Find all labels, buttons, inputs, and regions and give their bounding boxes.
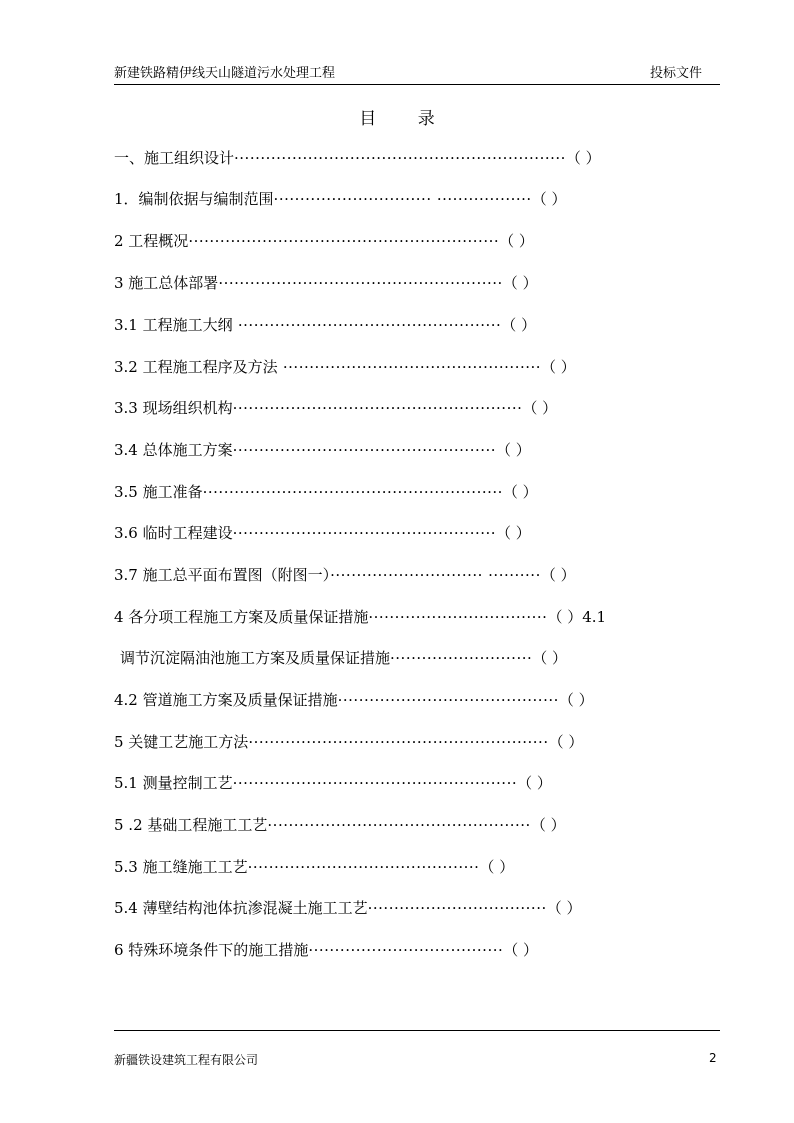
- header-document-type: 投标文件: [649, 66, 702, 81]
- toc-entry-leader-dots: ··················································: [232, 316, 502, 334]
- toc-entry: [114, 607, 606, 627]
- toc-entry-label: 5.1 测量控制工艺: [114, 774, 233, 792]
- toc-entry: [114, 690, 594, 710]
- toc-entry-label: 5 关键工艺施工方法: [114, 733, 249, 751]
- toc-entry-leader-dots: ··················································: [232, 524, 497, 542]
- toc-entry: [114, 315, 536, 335]
- toc-entry-page: （ ）4.1: [547, 608, 607, 626]
- toc-entry-leader-dots: ··········································: [337, 691, 559, 709]
- toc-entry-label: 3.7 施工总平面布置图（附图一）: [114, 566, 331, 584]
- toc-entry-leader-dots: ··················································: [232, 441, 497, 459]
- toc-entry-page: （ ）: [496, 441, 531, 459]
- toc-entry-label: 3.3 现场组织机构: [114, 399, 233, 417]
- toc-entry-label: 6 特殊环境条件下的施工措施: [114, 941, 309, 959]
- toc-title: 目 录: [359, 109, 453, 129]
- toc-entry: [114, 815, 566, 835]
- toc-entry: [114, 357, 576, 377]
- toc-entry-leader-dots: ·····································: [308, 941, 504, 959]
- toc-entry-page: （ ）: [541, 358, 576, 376]
- toc-entry: [114, 773, 552, 793]
- toc-entry-page: （ ）: [540, 566, 576, 584]
- toc-entry-label: 5.3 施工缝施工工艺: [114, 858, 248, 876]
- toc-entry-label: 3.2 工程施工程序及方法: [114, 358, 278, 376]
- toc-entry-page: （ ）: [546, 899, 582, 917]
- toc-entry-label: 4.2 管道施工方案及质量保证措施: [114, 691, 338, 709]
- toc-entry-leader-dots: ·······························································: [234, 149, 566, 167]
- toc-entry-label: 3 施工总体部署: [114, 274, 219, 292]
- toc-entry: [114, 565, 576, 585]
- toc-entry-leader-dots: ······························ ··················: [273, 190, 532, 208]
- toc-entry-page: （ ）: [517, 774, 552, 792]
- toc-entry-page: （ ）: [522, 399, 558, 417]
- toc-entry-page: （ ）: [532, 649, 568, 667]
- toc-entry-leader-dots: ···························································: [188, 232, 500, 250]
- toc-entry: [114, 148, 601, 168]
- footer-page-number: 2: [709, 1051, 717, 1065]
- header-project-title: 新建铁路精伊线天山隧道污水处理工程: [114, 66, 336, 81]
- toc-entry-label: 调节沉淀隔油池施工方案及质量保证措施: [120, 649, 391, 667]
- toc-entry-leader-dots: ······················································: [218, 274, 503, 292]
- toc-entry-page: （ ）: [501, 316, 537, 334]
- toc-entry: [114, 273, 538, 293]
- toc-entry-label: 5.4 薄壁结构池体抗渗混凝土施工工艺: [114, 899, 368, 917]
- toc-entry-label: 3.6 临时工程建设: [114, 524, 233, 542]
- toc-entry-leader-dots: ··································: [368, 608, 548, 626]
- toc-entry-page: （ ）: [531, 190, 567, 208]
- toc-entry-leader-dots: ·················································: [277, 358, 542, 376]
- toc-entry-page: （ ）: [530, 816, 566, 834]
- toc-entry-leader-dots: ·························································: [202, 483, 503, 501]
- toc-entry-page: （ ）: [503, 941, 539, 959]
- toc-entry-label: 3.1 工程施工大纲: [114, 316, 233, 334]
- toc-entry-page: （ ）: [499, 232, 534, 250]
- toc-entry-leader-dots: ·························································: [248, 733, 549, 751]
- toc-entry: [114, 940, 538, 960]
- toc-entry-page: （ ）: [548, 733, 584, 751]
- toc-entry-page: （ ）: [558, 691, 594, 709]
- toc-entry-leader-dots: ····························· ··········: [330, 566, 541, 584]
- toc-entry: [114, 857, 514, 877]
- toc-entry-page: （ ）: [565, 149, 601, 167]
- toc-entry-leader-dots: ······················································: [232, 774, 518, 792]
- page-header: [114, 60, 720, 85]
- toc-entry-label: 4 各分项工程施工方案及质量保证措施: [114, 608, 369, 626]
- toc-entry: [114, 898, 582, 918]
- toc-entry: [114, 482, 538, 502]
- toc-entry-leader-dots: ···························: [390, 649, 533, 667]
- toc-entry-page: （ ）: [502, 274, 538, 292]
- footer-divider: [114, 1030, 720, 1031]
- toc-entry: [120, 648, 567, 668]
- toc-entry-page: （ ）: [479, 858, 515, 876]
- toc-entry-leader-dots: ··································: [367, 899, 547, 917]
- toc-entry-leader-dots: ············································: [247, 858, 480, 876]
- toc-entry-leader-dots: ··················································: [267, 816, 531, 834]
- toc-entry: [114, 231, 534, 251]
- toc-entry-leader-dots: ·······················································: [232, 399, 523, 417]
- toc-entry-page: （ ）: [496, 524, 531, 542]
- toc-entry: [114, 440, 531, 460]
- toc-entry-label: 1．编制依据与编制范围: [114, 190, 274, 208]
- toc-entry-page: （ ）: [502, 483, 538, 501]
- toc-entry: [114, 398, 557, 418]
- toc-entry: [114, 523, 531, 543]
- toc-entry-label: 5 .2 基础工程施工工艺: [114, 816, 268, 834]
- toc-entry-label: 3.5 施工准备: [114, 483, 203, 501]
- toc-entry: [114, 732, 583, 752]
- footer-company: 新疆铁设建筑工程有限公司: [114, 1053, 259, 1067]
- toc-entry-label: 一、施工组织设计: [114, 149, 235, 167]
- toc-entry: [114, 189, 566, 209]
- toc-entry-label: 2 工程概况: [114, 232, 189, 250]
- toc-entry-label: 3.4 总体施工方案: [114, 441, 233, 459]
